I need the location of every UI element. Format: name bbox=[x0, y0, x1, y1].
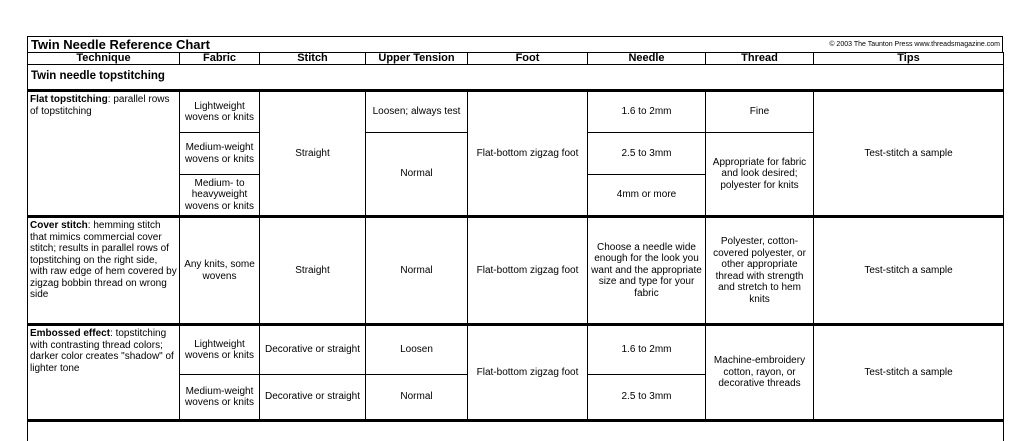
technique-embossed-effect: Embossed effect: topstitching with contrasting thread colors; darker color creates "shadow" of lighter tone bbox=[28, 325, 180, 421]
fabric-cell: Any knits, some wovens bbox=[180, 217, 260, 325]
needle-cell: 2.5 to 3mm bbox=[588, 375, 706, 421]
tension-cell: Normal bbox=[366, 133, 468, 217]
tips-cell: Test-stitch a sample bbox=[814, 325, 1004, 421]
stitch-cell: Decorative or straight bbox=[260, 375, 366, 421]
tension-cell: Loosen; always test bbox=[366, 91, 468, 133]
foot-cell: Flat-bottom zigzag foot bbox=[468, 325, 588, 421]
foot-cell: Flat-bottom zigzag foot bbox=[468, 91, 588, 217]
col-foot: Foot bbox=[468, 53, 588, 65]
thread-cell: Machine-embroidery cotton, rayon, or decorative threads bbox=[706, 325, 814, 421]
foot-cell: Flat-bottom zigzag foot bbox=[468, 217, 588, 325]
fabric-cell: Medium- to heavyweight wovens or knits bbox=[180, 175, 260, 217]
section-row bbox=[28, 65, 1004, 91]
col-stitch: Stitch bbox=[260, 53, 366, 65]
technique-cover-stitch: Cover stitch: hemming stitch that mimics commercial cover stitch; results in parallel rows of topstitching on the right side, with raw edge of hem covered by zigzag bobbin thread on wrong side bbox=[28, 217, 180, 325]
stitch-cell: Straight bbox=[260, 91, 366, 217]
tips-cell: Test-stitch a sample bbox=[814, 217, 1004, 325]
fabric-cell: Medium-weight wovens or knits bbox=[180, 375, 260, 421]
technique-flat-topstitching: Flat topstitching: parallel rows of topstitching bbox=[28, 91, 180, 217]
tension-cell: Normal bbox=[366, 217, 468, 325]
needle-cell: 1.6 to 2mm bbox=[588, 325, 706, 375]
tips-cell: Test-stitch a sample bbox=[814, 91, 1004, 217]
needle-cell: 2.5 to 3mm bbox=[588, 133, 706, 175]
col-thread: Thread bbox=[706, 53, 814, 65]
thread-cell: Fine bbox=[706, 91, 814, 133]
needle-cell: Choose a needle wide enough for the look you want and the appropriate size and type for your fabric bbox=[588, 217, 706, 325]
col-technique: Technique bbox=[28, 53, 180, 65]
reference-table bbox=[27, 52, 1004, 441]
section-title: Twin needle topstitching bbox=[28, 65, 1004, 91]
table-row bbox=[28, 421, 1004, 441]
col-upper-tension: Upper Tension bbox=[366, 53, 468, 65]
cut-off-row bbox=[28, 421, 1004, 441]
table-row bbox=[28, 325, 1004, 375]
reference-chart bbox=[27, 36, 1003, 441]
thread-cell: Appropriate for fabric and look desired; polyester for knits bbox=[706, 133, 814, 217]
fabric-cell: Lightweight wovens or knits bbox=[180, 325, 260, 375]
col-fabric: Fabric bbox=[180, 53, 260, 65]
chart-header bbox=[27, 36, 1003, 52]
thread-cell: Polyester, cotton-covered polyester, or other appropriate thread with strength and stretch to hem knits bbox=[706, 217, 814, 325]
col-tips: Tips bbox=[814, 53, 1004, 65]
stitch-cell: Straight bbox=[260, 217, 366, 325]
table-row bbox=[28, 91, 1004, 133]
fabric-cell: Lightweight wovens or knits bbox=[180, 91, 260, 133]
column-header-row bbox=[28, 53, 1004, 65]
chart-title: Twin Needle Reference Chart bbox=[31, 37, 210, 52]
table-row bbox=[28, 217, 1004, 325]
stitch-cell: Decorative or straight bbox=[260, 325, 366, 375]
needle-cell: 1.6 to 2mm bbox=[588, 91, 706, 133]
col-needle: Needle bbox=[588, 53, 706, 65]
copyright-notice: © 2003 The Taunton Press www.threadsmagazine.com bbox=[829, 41, 1000, 48]
tension-cell: Normal bbox=[366, 375, 468, 421]
tension-cell: Loosen bbox=[366, 325, 468, 375]
needle-cell: 4mm or more bbox=[588, 175, 706, 217]
fabric-cell: Medium-weight wovens or knits bbox=[180, 133, 260, 175]
